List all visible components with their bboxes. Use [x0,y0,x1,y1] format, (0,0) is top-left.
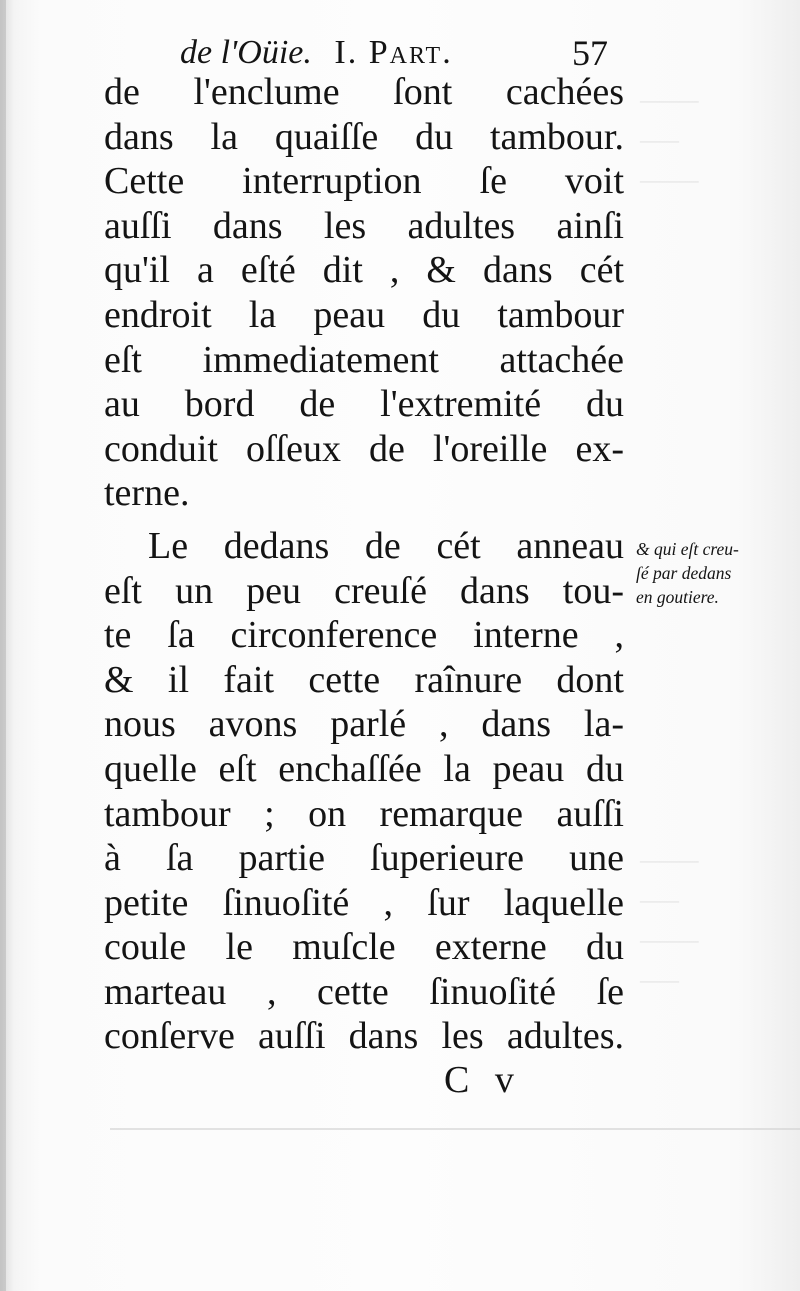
text-line: marteau , cette ſinuoſité ſe [104,970,624,1013]
text-line: quelle eſt enchaſſée la peau du [104,747,624,790]
text-line: conduit oſſeux de l'oreille ex- [104,427,624,470]
text-line: terne. [104,472,190,515]
marginal-note-line: & qui eſt creu- [636,539,739,559]
text-line: Le dedans de cét anneau [148,524,624,567]
text-line: auſſi dans les adultes ainſi [104,204,624,247]
text-line: eſt un peu creuſé dans tou- [104,569,624,612]
page-number: 57 [572,33,608,73]
text-line: de l'enclume ſont cachées [104,71,624,113]
marginal-note [636,537,796,609]
marginal-note-line: ſé par dedans [636,563,732,583]
text-line: endroit la peau du tambour [104,293,624,336]
body-text [104,70,624,1059]
text-line: te ſa circonference interne , [104,614,624,657]
text-line: conſerve auſſi dans les adultes. [104,1015,624,1058]
running-head-part: I. Part. [334,34,453,71]
signature-mark: C v [444,1059,522,1101]
text-line: eſt immediatement attachée [104,338,624,381]
text-line: à ſa partie ſuperieure une [104,837,624,880]
text-line: petite ſinuoſité , ſur laquelle [104,881,624,924]
text-line: coule le muſcle externe du [104,926,624,969]
running-head-title: de l'Oüie. [180,34,312,71]
text-line: & il fait cette raînure dont [104,658,624,701]
page-edge [0,0,6,1291]
text-line: au bord de l'extremité du [104,383,624,426]
text-line: qu'il a eſté dit , & dans cét [104,249,624,292]
text-line: Cette interruption ſe voit [104,160,624,203]
show-through-marks-lower: ——— —— ——— —— [640,847,699,992]
show-through-marks: ——— —— ——— [640,87,699,192]
page-shadow-line [110,1128,800,1130]
text-line: dans la quaiſſe du tambour. [104,115,624,158]
text-line: nous avons parlé , dans la- [104,703,624,746]
text-line: tambour ; on remarque auſſi [104,792,624,835]
marginal-note-line: en goutiere. [636,587,719,607]
paragraph-gap [104,516,624,524]
